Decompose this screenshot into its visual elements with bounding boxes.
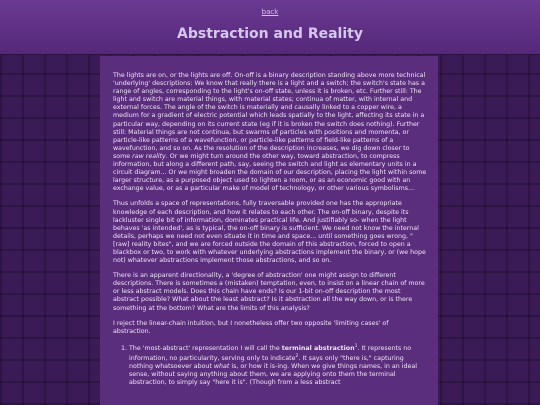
back-link[interactable]: back: [261, 8, 279, 16]
footnote-ref-1[interactable]: 1: [354, 343, 358, 349]
paragraph-2: Thus unfolds a space of representations, fully traversable provided one has the appropriate knowledge of each description, and how it relates to each other. The on-off binary, despite its lackluster single bit of information, dominates practical life. And justifiably so- when the light behaves 'as intended', as is typical, the on-off binary is sufficient. We need not know the internal details, perhaps we need not even situate it in time and space... until something goes wrong, "[raw] reality bites", and we are forced outside the domain of this abstraction, forced to open a blackbox or two, to work with whatever underlying abstractions implement the binary, or (we hope not) whatever abstractions implement those abstractions, and so on.: [113, 200, 426, 265]
list-item-text-b: . It represents no information, no particularity, serving only to indicate: [129, 344, 412, 363]
abstraction-list: [113, 343, 427, 388]
paragraph-1-text-a: The lights are on, or the lights are off. On-off is a binary description standing above more technical 'underlying' descriptions: We know that really there is a light and a switch; the switch's state has a range of angles, corresponding to the light's on-off state, unless it is broken, etc. Further still: The light and switch are material things, with material states; continua of matter, with internal and external forces. The angle of the switch is materially and causally linked to a copper wire, a medium for a gradient of electric potential which leads spatially to the light, affecting its state in a particular way, depending on its current state (eg if it is broken the switch does nothing). Further still: Material things are not continua, but swarms of particles with positions and momenta, or particle-like patterns of a wavefunction, or particle-like patterns of field-like patterns of a wavefunction, and so on. As the resolution of the description increases, we dig down closer to some: [113, 72, 426, 160]
list-item-terminal-abstraction: [129, 343, 427, 388]
terminal-abstraction-term: terminal abstraction: [281, 344, 355, 352]
footnote-ref-2[interactable]: 2: [295, 354, 299, 359]
list-item-text-c: . It says only "there is," capturing nothing whatsoever about: [129, 355, 404, 371]
list-item-text-a: The 'most-abstract' representation I will call the: [129, 344, 282, 352]
page-title: Abstraction and Reality: [177, 26, 363, 42]
list-item-text-d: is, or how it is-ing. When we give things names, in an ideal sense, without saying anything about them, we are applying onto them the terminal abstraction, to simply say "here it is". (Though from a less abstract: [129, 363, 417, 387]
paragraph-1-emphasis: raw reality: [132, 152, 166, 160]
list-item-emphasis: what: [213, 363, 230, 371]
paragraph-1: [113, 72, 427, 193]
paragraph-3: There is an apparent directionality, a 'degree of abstraction' one might assign to different descriptions. There is sometimes a (mistaken) temptation, even, to insist on a linear chain of more or less abstract models. Does this chain have ends? Is our 1-bit on-off description the most abstract possible? What about the least abstract? Is it abstraction all the way down, or is there something at the bottom? What are the limits of this analysis?: [113, 272, 425, 312]
article-body: [100, 56, 438, 405]
paragraph-1-text-b: . Or we might turn around the other way, toward abstraction, to compress information, but along a different path, say, seeing the switch and light as elementary units in a circuit diagram... Or we might broaden the domain of our description, placing the light within some larger structure, as a purposed object used to lighten a room, or as an economic good with an exchange value, or as a particular make of model of technology, or other various symbolisms...: [113, 152, 427, 193]
paragraph-4: I reject the linear-chain intuition, but I nonetheless offer two opposite 'limiting cases' of abstraction.: [113, 319, 389, 335]
page-header: [0, 0, 540, 55]
